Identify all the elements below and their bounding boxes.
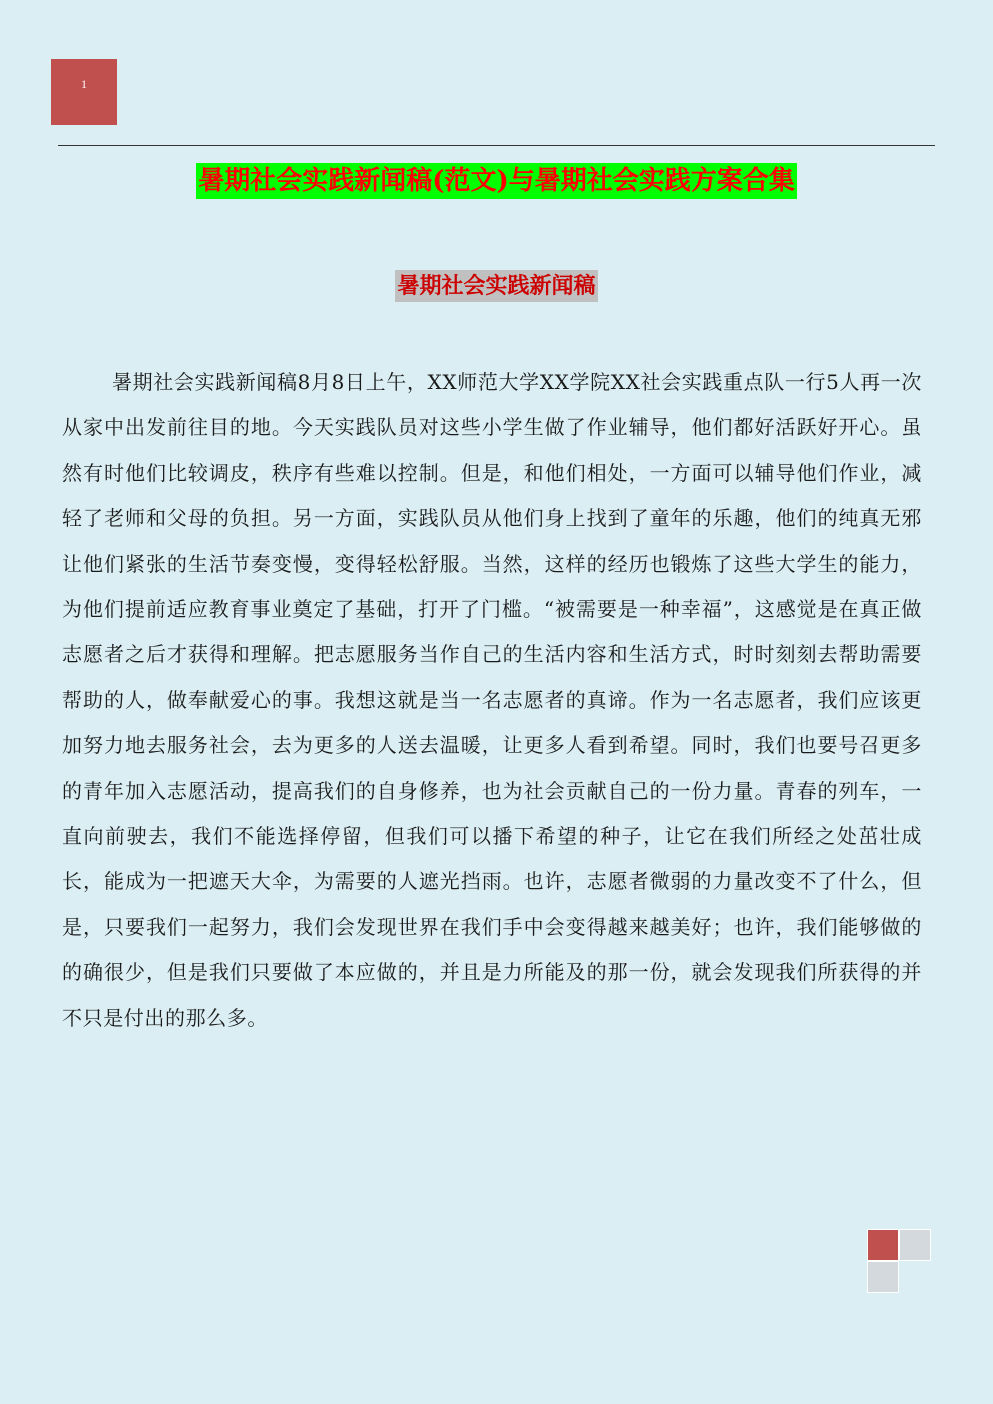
document-title-container — [0, 163, 993, 199]
decorative-square-red — [867, 1229, 899, 1261]
document-title: 暑期社会实践新闻稿(范文)与暑期社会实践方案合集 — [196, 163, 797, 199]
decorative-square-gray-top — [899, 1229, 931, 1261]
page-number: 1 — [81, 77, 87, 91]
page-number-badge — [51, 59, 117, 125]
section-title: 暑期社会实践新闻稿 — [395, 270, 597, 302]
decorative-square-gray-bottom — [867, 1261, 899, 1293]
section-title-container — [0, 270, 993, 302]
header-divider — [58, 145, 935, 146]
body-paragraph: 暑期社会实践新闻稿8月8日上午，XX师范大学XX学院XX社会实践重点队一行5人再一次从家中出发前往目的地。今天实践队员对这些小学生做了作业辅导，他们都好活跃好开心。虽然有时他们比较调皮，秩序有些难以控制。但是，和他们相处，一方面可以辅导他们作业，减轻了老师和父母的负担。另一方面，实践队员从他们身上找到了童年的乐趣，他们的纯真无邪让他们紧张的生活节奏变慢，变得轻松舒服。当然，这样的经历也锻炼了这些大学生的能力，为他们提前适应教育事业奠定了基础，打开了门槛。“被需要是一种幸福”，这感觉是在真正做志愿者之后才获得和理解。把志愿服务当作自己的生活内容和生活方式，时时刻刻去帮助需要帮助的人，做奉献爱心的事。我想这就是当一名志愿者的真谛。作为一名志愿者，我们应该更加努力地去服务社会，去为更多的人送去温暖，让更多人看到希望。同时，我们也要号召更多的青年加入志愿活动，提高我们的自身修养，也为社会贡献自己的一份力量。青春的列车，一直向前驶去，我们不能选择停留，但我们可以播下希望的种子，让它在我们所经之处茁壮成长，能成为一把遮天大伞，为需要的人遮光挡雨。也许，志愿者微弱的力量改变不了什么，但是，只要我们一起努力，我们会发现世界在我们手中会变得越来越美好；也许，我们能够做的的确很少，但是我们只要做了本应做的，并且是力所能及的那一份，就会发现我们所获得的并不只是付出的那么多。 — [62, 370, 922, 1030]
